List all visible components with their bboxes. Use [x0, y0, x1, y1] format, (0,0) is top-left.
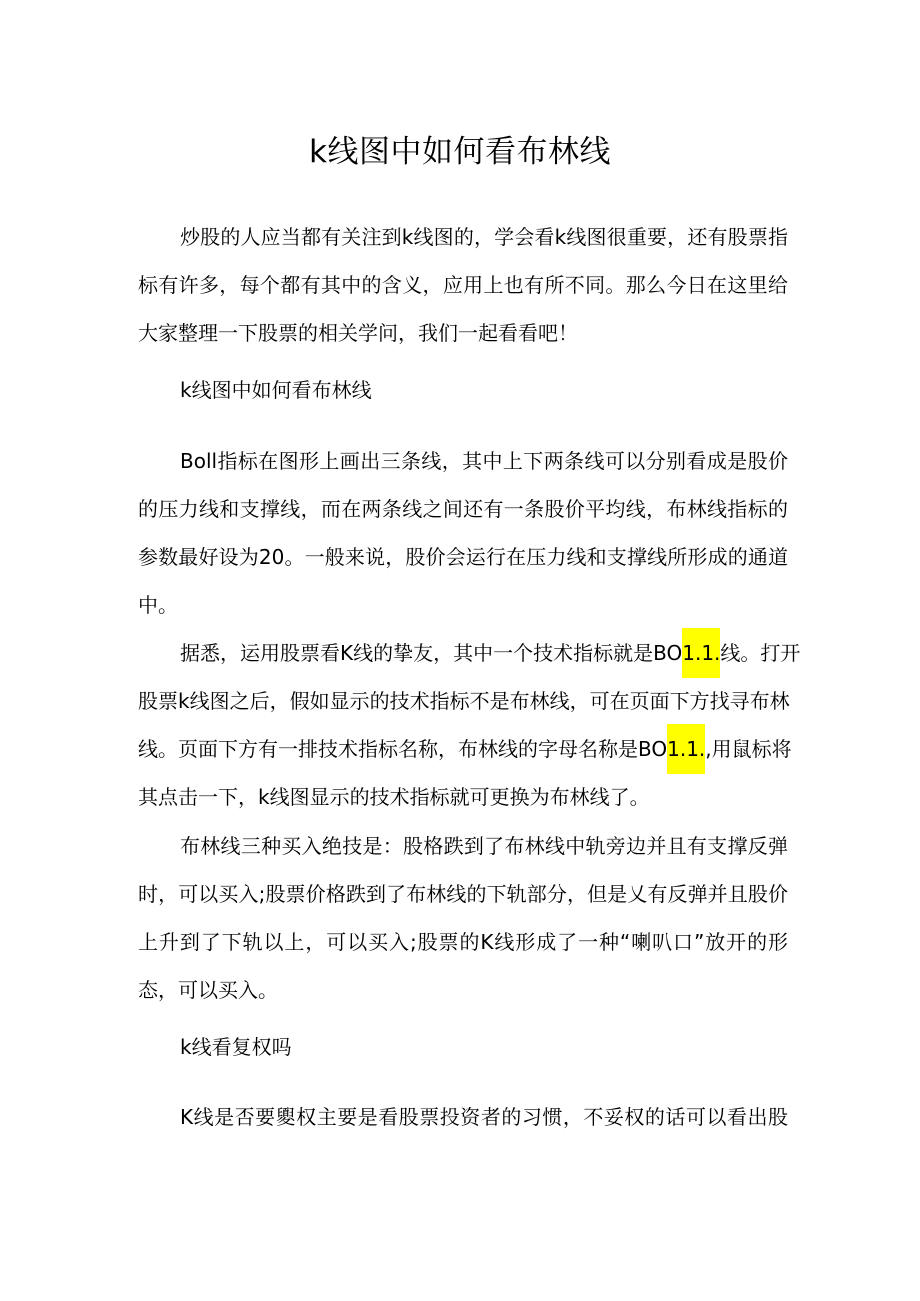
boll-line-2: 的压力线和支撑线，而在两条线之间还有一条股价平均线，布林线指标的: [138, 497, 788, 521]
boll-line-3: 参数最好设为20。一般来说，股价会运行在压力线和支撑线所形成的通道: [138, 545, 788, 569]
judge-line-3-text-a: 线。页面下方有一排技术指标名称，布林线的字母名称是BO: [138, 737, 668, 761]
highlighted-text: 1.1.: [682, 628, 720, 678]
judge-line-3: [138, 734, 792, 774]
boll-line-4: 中。: [138, 593, 178, 617]
intro-line-2: 标有许多，每个都有其中的含义，应用上也有所不同。那么今日在这里给: [138, 273, 788, 297]
buy-line-2: 时，可以买入;股票价格跌到了布林线的下轨部分，但是乂有反弹并且股价: [138, 882, 788, 906]
buy-line-4: 态，可以买入。: [138, 978, 278, 1002]
judge-line-3-text-b: ,用鼠标将: [705, 737, 792, 761]
section-heading-1: k线图中如何看布林线: [180, 378, 372, 402]
buy-line-3: 上升到了下轨以上，可以买入;股票的K线形成了一种“喇叭口”放开的形: [138, 930, 788, 954]
judge-line-1: [180, 638, 801, 678]
buy-line-1: 布林线三种买入绝技是：股格跌到了布林线中轨旁边并且有支撑反弹: [180, 834, 788, 858]
highlighted-text: 1.1.: [667, 724, 705, 774]
document-title: k线图中如何看布林线: [309, 134, 611, 170]
boll-line-1: Boll指标在图形上画出三条线，其中上下两条线可以分别看成是股价: [180, 449, 788, 473]
judge-line-2: 股票k线图之后，假如显示的技术指标不是布林线，可在页面下方找寻布林: [138, 689, 790, 713]
intro-line-1: 炒股的人应当都有关注到k线图的，学会看k线图很重要，还有股票指: [180, 225, 788, 249]
judge-line-1-text-a: 据悉，运用股票看K线的挚友，其中一个技术指标就是BO: [180, 641, 683, 665]
intro-line-3: 大家整理一下股票的相关学问，我们一起看看吧！: [138, 321, 578, 345]
judge-line-4: 其点击一下，k线图显示的技术指标就可更换为布林线了。: [138, 785, 650, 809]
judge-line-1-text-b: 线。打开: [720, 641, 801, 665]
section-heading-2: k线看复权吗: [180, 1035, 292, 1059]
fuquan-line-1: K线是否要夓权主要是看股票投资者的习惯，不妥权的话可以看出股: [180, 1105, 788, 1129]
